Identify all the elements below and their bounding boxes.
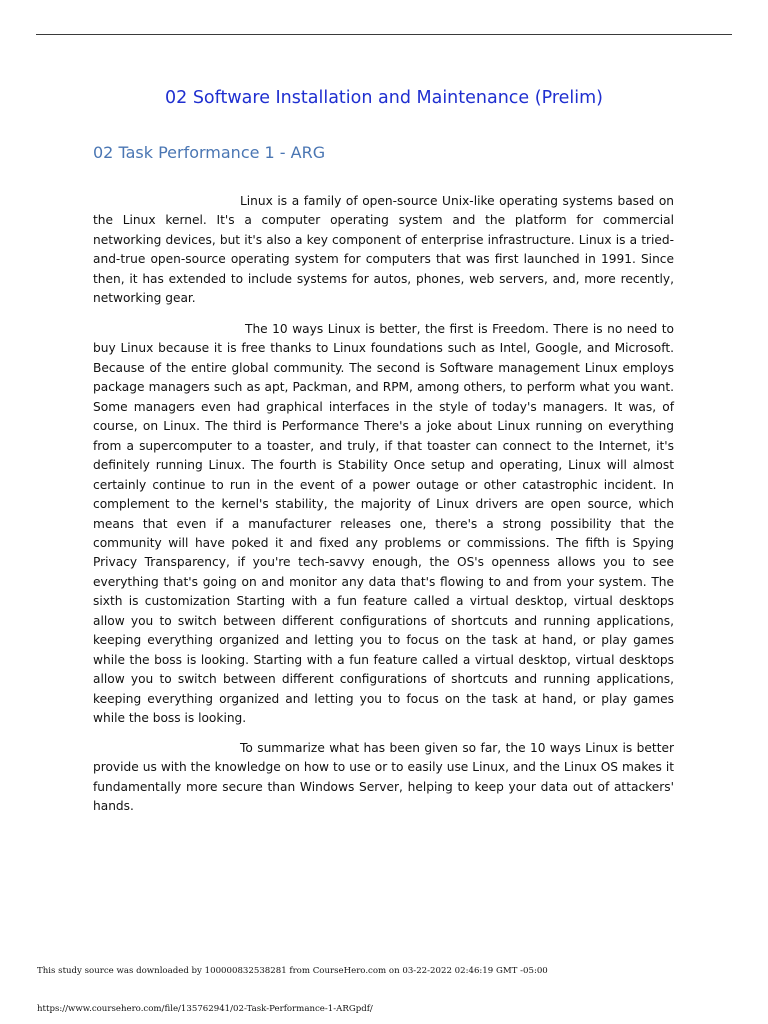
- header-divider: [36, 34, 732, 35]
- document-title: 02 Software Installation and Maintenance (Prelim): [164, 88, 604, 108]
- paragraph-intro: Linux is a family of open-source Unix-like operating systems based on the Linux kernel. It's a computer operating system and the platform for commercial networking devices, but it's also a key component of enterprise infrastructure. Linux is a tried-and-true open-source operating system for computers that was first launched in 1991. Since then, it has extended to include systems for autos, phones, web servers, and, more recently, networking gear.: [93, 194, 674, 306]
- paragraph-ten-ways: The 10 ways Linux is better, the first is Freedom. There is no need to buy Linux because it is free thanks to Linux foundations such as Intel, Google, and Microsoft. Because of the entire global community. The second is Software management Linux employs package managers such as apt, Packman, and RPM, among others, to perform what you want. Some managers even had graphical interfaces in the style of today's managers. It was, of course, on Linux. The third is Performance There's a joke about Linux running on everything from a supercomputer to a toaster, and truly, if that toaster can connect to the Internet, it's definitely running Linux. The fourth is Stability Once setup and operating, Linux will almost certainly continue to run in the event of a power outage or other catastrophic incident. In complement to the kernel's stability, the majority of Linux drivers are open source, which means that even if a manufacturer releases one, there's a strong possibility that the community will have poked it and fixed any problems or commissions. The fifth is Spying Privacy Transparency, if you're tech-savvy enough, the OS's openness allows you to see everything that's going on and monitor any data that's flowing to and from your system. The sixth is customization Starting with a fun feature called a virtual desktop, virtual desktops allow you to switch between different configurations of shortcuts and running applications, keeping everything organized and letting you to focus on the task at hand, or play games while the boss is looking. Starting with a fun feature called a virtual desktop, virtual desktops allow you to switch between different configurations of shortcuts and running applications, keeping everything organized and letting you to focus on the task at hand, or play games while the boss is looking.: [93, 322, 674, 726]
- download-source-note: This study source was downloaded by 100000832538281 from CourseHero.com on 03-22-2022 02:46:19 GMT -05:00: [37, 966, 548, 976]
- paragraph-summary: To summarize what has been given so far, the 10 ways Linux is better provide us with the knowledge on how to use or to easily use Linux, and the Linux OS makes it fundamentally more secure than Windows Server, helping to keep your data out of attackers' hands.: [93, 741, 674, 814]
- document-subtitle: 02 Task Performance 1 - ARG: [93, 143, 326, 162]
- source-url[interactable]: https://www.coursehero.com/file/135762941/02-Task-Performance-1-ARGpdf/: [37, 1004, 373, 1014]
